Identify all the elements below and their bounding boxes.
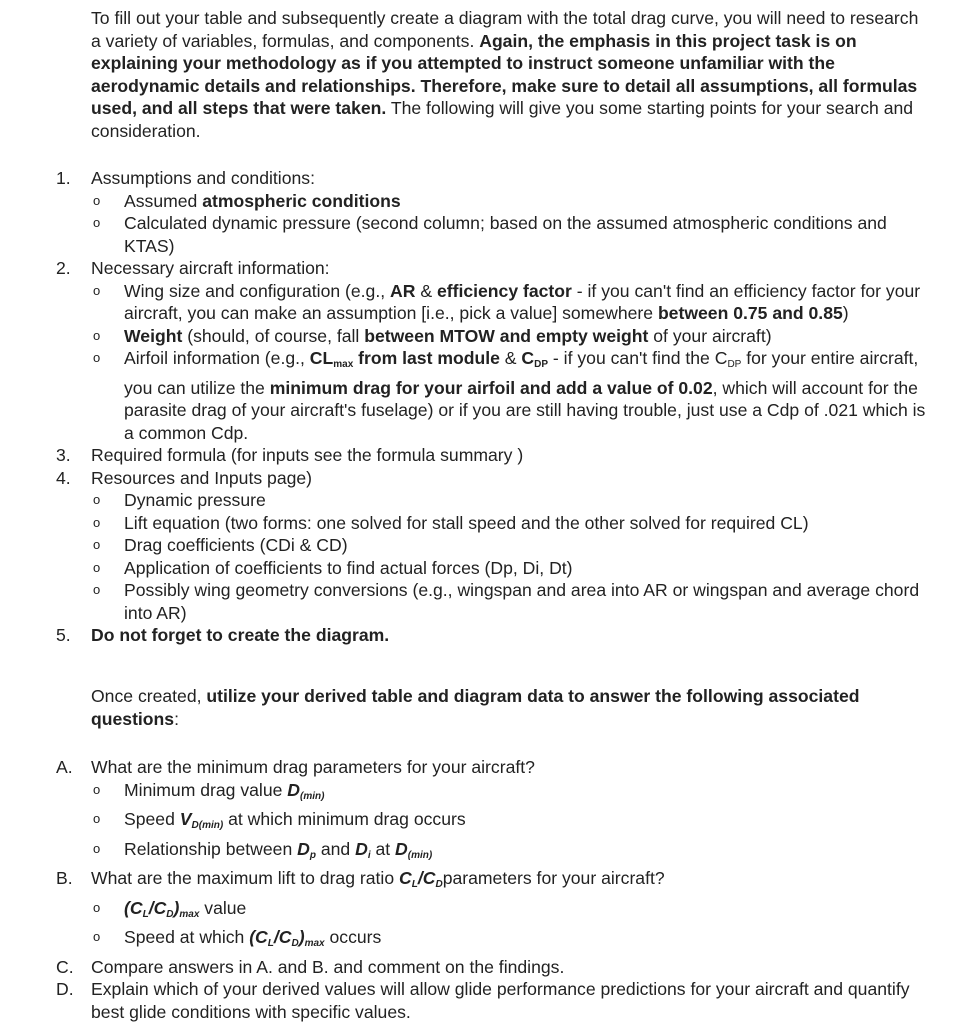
intro-text: To fill out your table and subsequently create a diagram with the total drag curve, you will need to research a variety of variables, formulas, and components. xyxy=(91,8,919,51)
intro-text-end: The following will give you some starting points for your search and consideration. xyxy=(91,98,914,141)
question-list xyxy=(0,756,932,1023)
list-item-4: 4. Resources and Inputs page) xyxy=(56,467,313,488)
list-item-1: 1. Assumptions and conditions: xyxy=(56,168,315,188)
sub-item: o Drag coefficients (CDi & CD) xyxy=(93,535,348,555)
sub-item: o Lift equation (two forms: one solved for stall speed and the other solved for required CL) xyxy=(93,512,809,533)
sub-item: o Assumed atmospheric conditions xyxy=(93,190,401,211)
question-d: D. Explain which of your derived values will allow glide performance predictions for your aircraft and quantify best glide conditions with specific values. xyxy=(56,979,910,1022)
question-c: C. Compare answers in A. and B. and comment on the findings. xyxy=(56,956,565,977)
sub-item: o Airfoil information (e.g., $CL_{max}$ from last module & $C_{DP}$ - if you can't find the $C_{DP}$ for your entire aircraft, you can utilize the minimum drag for your airfoil and add a value of 0.02, which will account for the parasite drag of your aircraft's fuselage) or if you are still having trouble, just use a Cdp of .021 which is a common Cdp. xyxy=(93,348,926,443)
intro-paragraph xyxy=(91,7,921,142)
list-item-5: 5. Do not forget to create the diagram. xyxy=(56,625,390,645)
sub-item: o Calculated dynamic pressure (second column; based on the assumed atmospheric conditions and KTAS) xyxy=(93,213,887,256)
question-a: A. What are the minimum drag parameters for your aircraft? xyxy=(56,757,535,777)
sub-item: o Dynamic pressure xyxy=(93,490,266,510)
numbered-list xyxy=(0,167,932,647)
sub-item: o Speed VD(min) at which minimum drag occurs xyxy=(93,809,466,831)
sub-item: o Relationship between Dp and Di at D(min) xyxy=(93,838,433,861)
sub-item: o Possibly wing geometry conversions (e.g., wingspan and area into AR or wingspan and average chord into AR) xyxy=(93,580,920,623)
sub-item: o Application of coefficients to find actual forces (Dp, Di, Dt) xyxy=(93,557,573,578)
sub-item: o (CL/CD)max value xyxy=(93,897,247,920)
intro-emphasis: Again, the emphasis in this project task is on explaining your methodology as if you attempted to instruct someone unfamiliar with the aerodynamic details and relationships. Therefore, make sure to detail all assumptions, all formulas used, and all steps that were taken. xyxy=(91,30,918,118)
sub-item: o Wing size and configuration (e.g., AR & efficiency factor - if you can't find an efficiency factor for your aircraft, you can make an assumption [i.e., pick a value] somewhere between 0.75 and 0.85) xyxy=(93,280,921,323)
sub-item: o Minimum drag value D(min) xyxy=(93,779,325,802)
list-item-2: 2. Necessary aircraft information: xyxy=(56,258,330,278)
sub-item: o Weight (should, of course, fall between MTOW and empty weight of your aircraft) xyxy=(93,325,772,346)
list-item-3: 3. Required formula (for inputs see the formula summary ) xyxy=(56,445,524,465)
questions-intro: Once created, utilize your derived table and diagram data to answer the following associated questions: xyxy=(91,686,860,729)
question-b: B. What are the maximum lift to drag ratio CL/CDparameters for your aircraft? xyxy=(56,868,665,890)
sub-item: o Speed at which (CL/CD)max occurs xyxy=(93,927,382,949)
